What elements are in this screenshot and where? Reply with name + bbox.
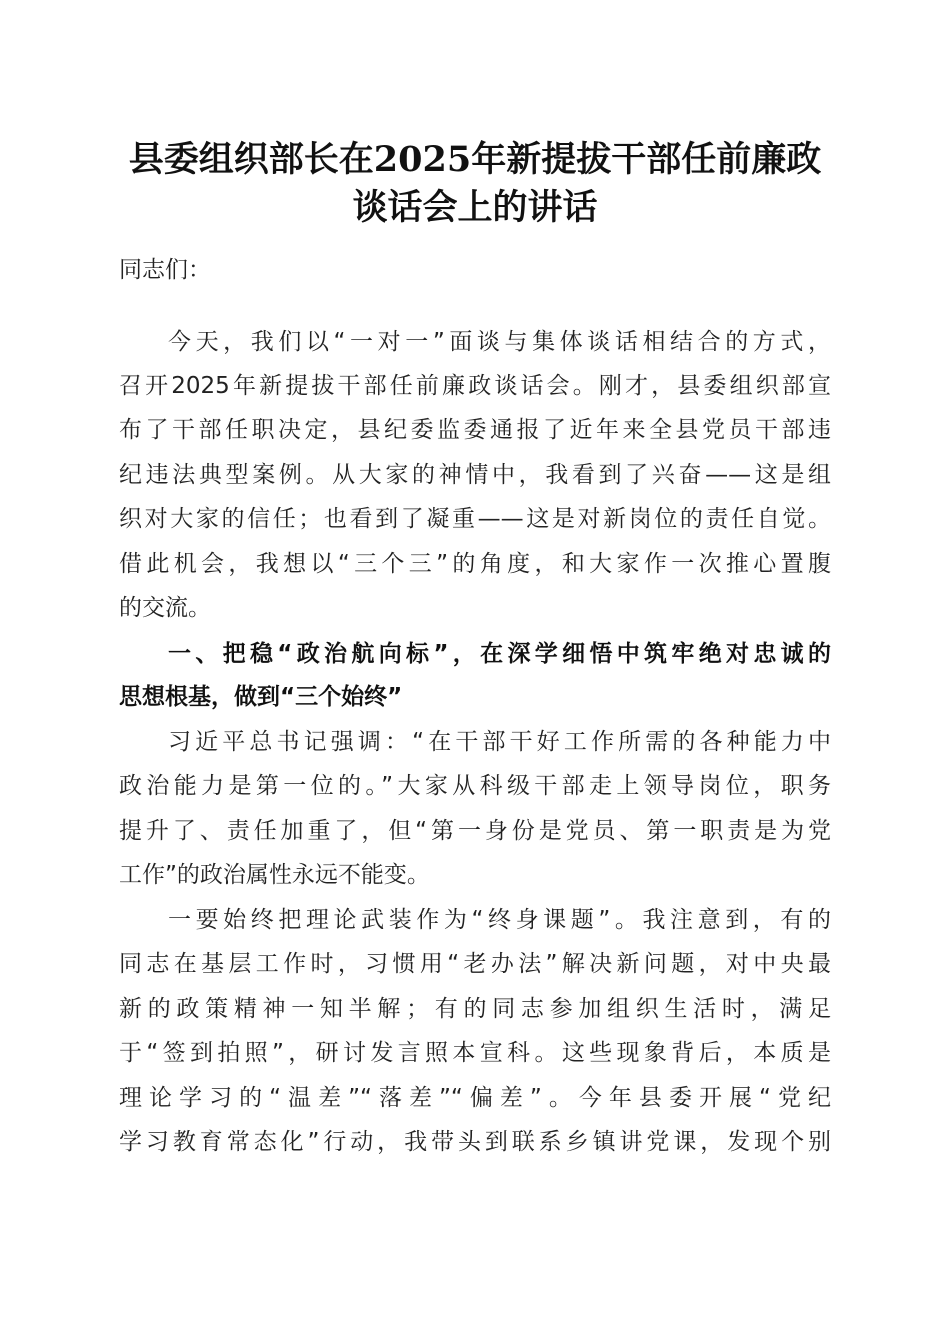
salutation: 同志们： bbox=[119, 257, 211, 283]
paragraph-1-line: 纪违法典型案例。从大家的神情中，我看到了兴奋——这是组 bbox=[119, 462, 831, 488]
paragraph-3-line: 同志在基层工作时，习惯用“老办法”解决新问题，对中央最 bbox=[119, 951, 831, 977]
paragraph-3-line: 理论学习的“温差”“落差”“偏差”。今年县委开展“党纪 bbox=[119, 1085, 831, 1111]
paragraph-2-line: 提升了、责任加重了，但“第一身份是党员、第一职责是为党 bbox=[119, 818, 831, 844]
document-title-line-2: 谈话会上的讲话 bbox=[352, 187, 598, 228]
paragraph-1-line: 今天，我们以“一对一”面谈与集体谈话相结合的方式， bbox=[168, 329, 831, 355]
paragraph-1-line: 的交流。 bbox=[119, 595, 211, 621]
section-heading-line: 思想根基，做到“三个始终” bbox=[119, 684, 403, 710]
paragraph-1-line: 布了干部任职决定，县纪委监委通报了近年来全县党员干部违 bbox=[119, 417, 831, 443]
paragraph-1-line: 借此机会，我想以“三个三”的角度，和大家作一次推心置腹 bbox=[119, 551, 831, 577]
paragraph-3-line: 一要始终把理论武装作为“终身课题”。我注意到，有的 bbox=[168, 907, 831, 933]
paragraph-2-line: 政治能力是第一位的。”大家从科级干部走上领导岗位，职务 bbox=[119, 773, 831, 799]
paragraph-2-line: 工作”的政治属性永远不能变。 bbox=[119, 862, 430, 888]
paragraph-1-line: 召开2025年新提拔干部任前廉政谈话会。刚才，县委组织部宣 bbox=[119, 373, 831, 399]
paragraph-2-line: 习近平总书记强调：“在干部干好工作所需的各种能力中 bbox=[168, 729, 831, 755]
paragraph-3-line: 新的政策精神一知半解；有的同志参加组织生活时，满足 bbox=[119, 996, 831, 1022]
section-heading-line: 一、把稳“政治航向标”，在深学细悟中筑牢绝对忠诚的 bbox=[168, 641, 831, 667]
paragraph-1-line: 织对大家的信任；也看到了凝重——这是对新岗位的责任自觉。 bbox=[119, 506, 831, 532]
paragraph-3-line: 学习教育常态化”行动，我带头到联系乡镇讲党课，发现个别 bbox=[119, 1129, 831, 1155]
document-title-line-1: 县委组织部长在2025年新提拔干部任前廉政 bbox=[128, 139, 822, 180]
paragraph-3-line: 于“签到拍照”，研讨发言照本宣科。这些现象背后，本质是 bbox=[119, 1040, 831, 1066]
